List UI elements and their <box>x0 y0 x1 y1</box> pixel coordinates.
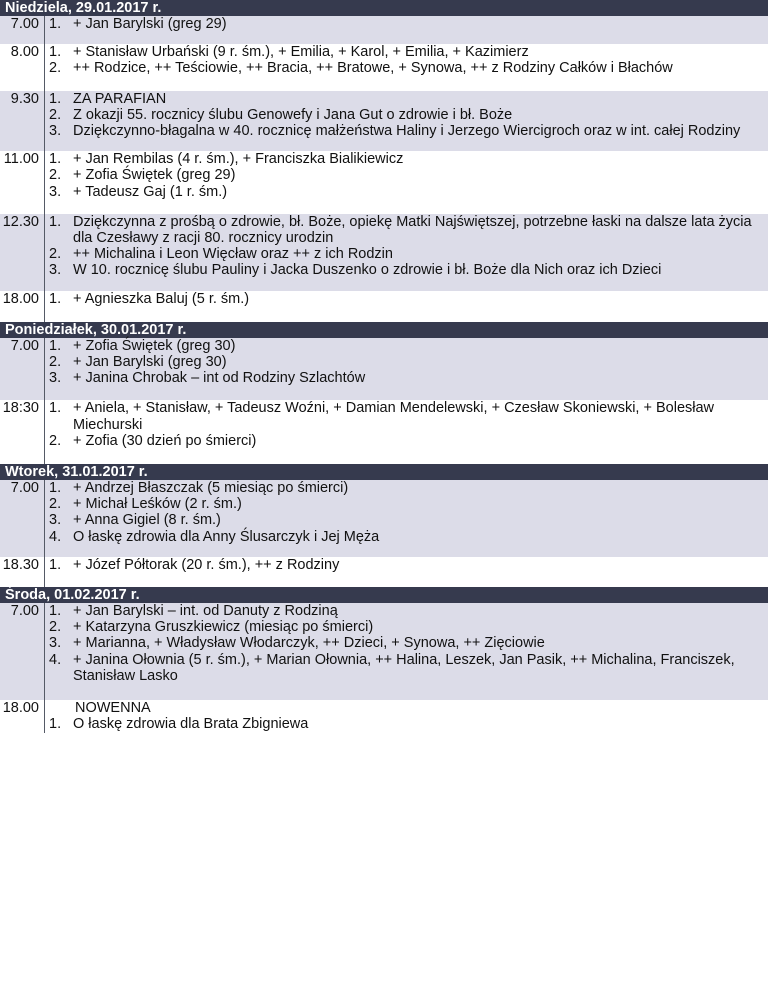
intention-number: 2. <box>49 619 62 636</box>
intention-item <box>49 338 758 354</box>
intention-text: + Jan Barylski (greg 29) <box>73 16 227 32</box>
intention-item <box>49 433 758 449</box>
intention-text: Dziękczynno-błagalna w 40. rocznicę małżeństwa Haliny i Jerzego Wiercigroch oraz w int. całej Rodziny <box>73 123 741 140</box>
intention-list <box>45 338 768 401</box>
intention-text: + Anna Gigiel (8 r. śm.) <box>73 512 221 529</box>
mass-time: 11.00 <box>0 151 45 214</box>
intention-item <box>49 496 758 512</box>
intention-item <box>49 123 758 139</box>
day-header: Środa, 01.02.2017 r. <box>0 587 768 603</box>
intention-number: 3. <box>49 370 62 387</box>
intention-list <box>45 91 768 152</box>
mass-time: 7.00 <box>0 603 45 700</box>
intention-number: 1. <box>49 44 62 61</box>
intention-text: O łaskę zdrowia dla Anny Ślusarczyk i Jej Męża <box>73 528 380 545</box>
mass-slot <box>0 700 768 732</box>
intention-list <box>45 480 768 557</box>
intention-number: 4. <box>49 651 62 668</box>
intention-list <box>45 557 768 587</box>
intention-number: 1. <box>49 556 62 573</box>
intention-number: 3. <box>49 183 62 200</box>
intention-text: W 10. rocznicę ślubu Pauliny i Jacka Duszenko o zdrowie i bł. Boże dla Nich oraz ich Dzieci <box>73 262 662 279</box>
mass-slot <box>0 400 768 464</box>
intention-text: + Katarzyna Gruszkiewicz (miesiąc po śmierci) <box>73 619 374 636</box>
intention-list <box>45 700 768 732</box>
intention-text: O łaskę zdrowia dla Brata Zbigniewa <box>73 716 309 733</box>
mass-time: 7.00 <box>0 480 45 557</box>
intention-item <box>49 557 758 573</box>
day-header: Poniedziałek, 30.01.2017 r. <box>0 322 768 338</box>
intention-number: 1. <box>49 90 62 107</box>
mass-time: 8.00 <box>0 44 45 90</box>
mass-time: 18.30 <box>0 557 45 587</box>
intention-number: 1. <box>49 213 62 230</box>
day-header: Niedziela, 29.01.2017 r. <box>0 0 768 16</box>
intention-number: 2. <box>49 106 62 123</box>
intention-number: 3. <box>49 262 62 279</box>
intention-number: 1. <box>49 716 62 733</box>
day-section <box>0 587 768 732</box>
intention-item <box>49 151 758 167</box>
mass-slot <box>0 291 768 322</box>
intention-text: Dziękczynna z prośbą o zdrowie, bł. Boże, opiekę Matki Najświętszej, potrzebne łaski na dalsze lata życia dla Czesławy z racji 80. rocznicy urodzin <box>73 213 752 247</box>
intention-item <box>49 370 758 386</box>
intention-text: + Janina Chrobak – int od Rodziny Szlachtów <box>73 370 366 387</box>
intention-item <box>49 354 758 370</box>
day-header: Wtorek, 31.01.2017 r. <box>0 464 768 480</box>
intention-text: + Jan Rembilas (4 r. śm.), + Franciszka Bialikiewicz <box>73 151 404 168</box>
mass-slot <box>0 557 768 587</box>
intention-item <box>49 262 758 278</box>
mass-slot <box>0 16 768 44</box>
intention-item <box>49 167 758 183</box>
mass-time: 7.00 <box>0 338 45 401</box>
day-section <box>0 464 768 587</box>
intention-number: 1. <box>49 290 62 307</box>
intention-item <box>49 652 758 684</box>
intention-number: 3. <box>49 635 62 652</box>
intention-number: 2. <box>49 354 62 371</box>
intention-list <box>45 44 768 90</box>
intention-text: + Michał Leśków (2 r. śm.) <box>73 496 242 513</box>
intention-text: ZA PARAFIAN <box>73 90 167 107</box>
intention-number: 2. <box>49 167 62 184</box>
mass-slot <box>0 91 768 152</box>
intention-number: 4. <box>49 528 62 545</box>
intention-text: + Andrzej Błaszczak (5 miesiąc po śmierci) <box>73 480 349 497</box>
mass-time: 7.00 <box>0 16 45 44</box>
intention-item <box>49 635 758 651</box>
mass-slot <box>0 214 768 291</box>
intention-item <box>49 619 758 635</box>
intention-text: ++ Rodzice, ++ Teściowie, ++ Bracia, ++ Bratowe, + Synowa, ++ z Rodziny Całków i Błachów <box>73 60 673 77</box>
intention-text: + Józef Półtorak (20 r. śm.), ++ z Rodziny <box>73 556 340 573</box>
intention-text: + Jan Barylski – int. od Danuty z Rodziną <box>73 603 338 620</box>
intention-number: 2. <box>49 496 62 513</box>
intention-number: 1. <box>49 151 62 168</box>
intention-text: + Agnieszka Baluj (5 r. śm.) <box>73 290 250 307</box>
intention-text: ++ Michalina i Leon Więcław oraz ++ z ich Rodzin <box>73 246 393 263</box>
day-section <box>0 0 768 322</box>
intention-item <box>49 480 758 496</box>
intention-item <box>49 512 758 528</box>
intention-number: 1. <box>49 337 62 354</box>
mass-time: 18.00 <box>0 291 45 322</box>
intention-item <box>49 60 758 76</box>
intention-text: + Jan Barylski (greg 30) <box>73 354 227 371</box>
intention-text: + Zofia Świętek (greg 29) <box>73 167 236 184</box>
mass-slot <box>0 338 768 401</box>
intention-list <box>45 291 768 322</box>
mass-slot <box>0 44 768 90</box>
intention-text: + Stanisław Urbański (9 r. śm.), + Emilia, + Karol, + Emilia, + Kazimierz <box>73 44 529 61</box>
intention-item <box>49 603 758 619</box>
mass-slot <box>0 151 768 214</box>
day-section <box>0 322 768 464</box>
intention-item <box>49 716 758 732</box>
intention-item <box>49 529 758 545</box>
mass-slot <box>0 480 768 557</box>
mass-time: 12.30 <box>0 214 45 291</box>
intention-number: 3. <box>49 123 62 140</box>
intention-text: + Zofia (30 dzień po śmierci) <box>73 432 257 449</box>
intention-number: 2. <box>49 246 62 263</box>
intention-number: 1. <box>49 603 62 620</box>
intention-list <box>45 214 768 291</box>
mass-slot <box>0 603 768 700</box>
intention-number: 2. <box>49 60 62 77</box>
intention-list <box>45 400 768 464</box>
intention-number: 2. <box>49 432 62 449</box>
intention-text: + Zofia Świętek (greg 30) <box>73 337 236 354</box>
mass-time: 18.00 <box>0 700 45 732</box>
intention-list <box>45 151 768 214</box>
intention-number: 3. <box>49 512 62 529</box>
novena-label: NOWENNA <box>75 700 151 717</box>
intention-number: 1. <box>49 400 62 417</box>
intention-list <box>45 603 768 700</box>
intention-item <box>49 291 758 307</box>
intention-item <box>49 44 758 60</box>
intention-text: Z okazji 55. rocznicy ślubu Genowefy i Jana Gut o zdrowie i bł. Boże <box>73 106 513 123</box>
intention-number: 1. <box>49 480 62 497</box>
intention-item <box>49 246 758 262</box>
intention-item <box>49 400 758 432</box>
intention-item <box>49 16 758 32</box>
mass-time: 18:30 <box>0 400 45 464</box>
intention-text: + Aniela, + Stanisław, + Tadeusz Woźni, + Damian Mendelewski, + Czesław Skoniewski, + Bolesław Miechurski <box>73 400 715 433</box>
intention-number: 1. <box>49 16 62 32</box>
intention-text: + Marianna, + Władysław Włodarczyk, ++ Dzieci, + Synowa, ++ Zięciowie <box>73 635 545 652</box>
intention-item <box>49 184 758 200</box>
intention-text: + Tadeusz Gaj (1 r. śm.) <box>73 183 228 200</box>
intention-text: + Janina Ołownia (5 r. śm.), + Marian Ołownia, ++ Halina, Leszek, Jan Pasik, ++ Michalina, Franciszek, Stanisław Lasko <box>73 651 735 684</box>
intention-item <box>49 91 758 107</box>
intention-item <box>49 214 758 246</box>
mass-time: 9.30 <box>0 91 45 152</box>
intention-list <box>45 16 768 44</box>
intention-item <box>49 107 758 123</box>
